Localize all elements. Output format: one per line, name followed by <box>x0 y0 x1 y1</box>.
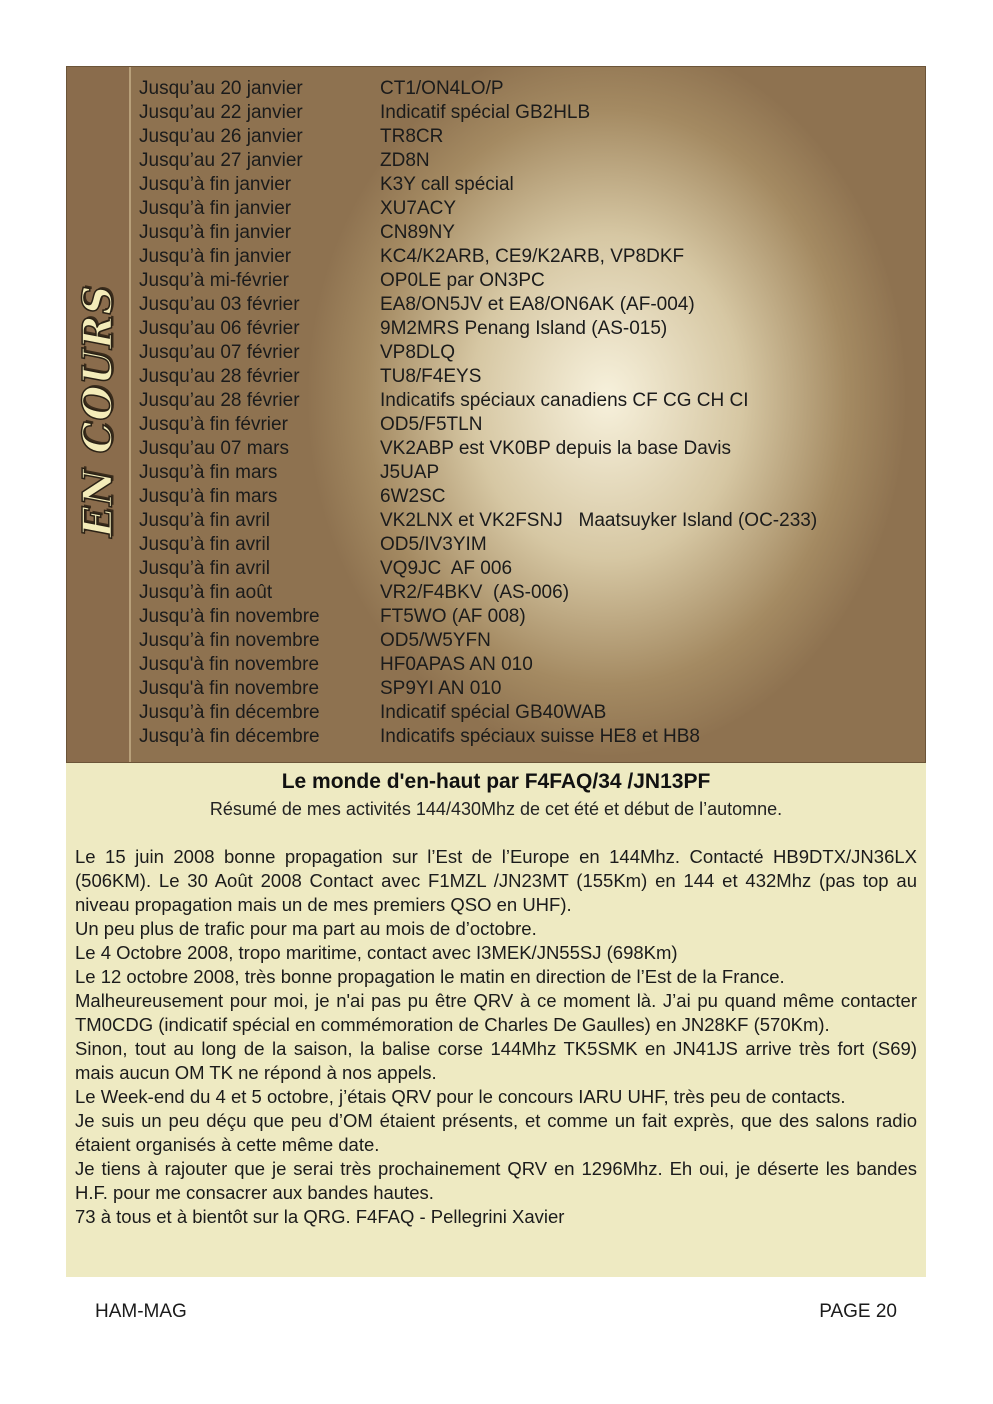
list-item <box>139 125 817 149</box>
article-paragraph: Un peu plus de trafic pour ma part au mois de d’octobre. <box>75 918 537 939</box>
entry-date: Jusqu’au 28 février <box>139 390 300 411</box>
entry-callsign: Indicatifs spéciaux canadiens CF CG CH CI <box>380 390 749 411</box>
entry-callsign: J5UAP <box>380 462 440 483</box>
list-item <box>139 557 817 581</box>
list-item <box>139 365 817 389</box>
list-item <box>139 581 817 605</box>
entry-date: Jusqu’à fin février <box>139 414 288 435</box>
entry-date: Jusqu’à fin novembre <box>139 606 320 627</box>
entry-date: Jusqu'à fin novembre <box>139 654 320 675</box>
footer-magazine-name: HAM-MAG <box>95 1301 187 1322</box>
entry-date: Jusqu’à fin avril <box>139 534 270 555</box>
entry-date: Jusqu’à fin août <box>139 582 273 603</box>
list-item <box>139 149 817 173</box>
side-title: EN COURS <box>74 284 122 538</box>
article-paragraph: Malheureusement pour moi, je n'ai pas pu être QRV à ce moment là. J’ai pu quand même contacter TM0CDG (indicatif spécial en commémoration de Charles De Gaulles) en JN28KF (570Km). <box>75 990 917 1035</box>
list-item <box>139 653 817 677</box>
entry-callsign: VQ9JC AF 006 <box>380 558 513 579</box>
entry-date: Jusqu’au 03 février <box>139 294 300 315</box>
list-item <box>139 269 817 293</box>
list-item <box>139 101 817 125</box>
entry-callsign: EA8/ON5JV et EA8/ON6AK (AF-004) <box>380 294 695 315</box>
entry-callsign: VK2LNX et VK2FSNJ Maatsuyker Island (OC-233) <box>380 510 818 531</box>
article-body <box>75 845 917 1229</box>
footer-page-number: PAGE 20 <box>819 1301 897 1322</box>
list-item <box>139 317 817 341</box>
article-panel <box>66 763 926 1277</box>
entry-callsign: TR8CR <box>380 126 444 147</box>
entry-date: Jusqu’à mi-février <box>139 270 289 291</box>
entry-date: Jusqu’au 06 février <box>139 318 300 339</box>
entry-date: Jusqu’à fin janvier <box>139 198 292 219</box>
entry-callsign: ZD8N <box>380 150 430 171</box>
entry-date: Jusqu’à fin avril <box>139 510 270 531</box>
list-item <box>139 197 817 221</box>
entry-date: Jusqu'à fin novembre <box>139 678 320 699</box>
entry-date: Jusqu’à fin décembre <box>139 702 320 723</box>
entry-callsign: TU8/F4EYS <box>380 366 482 387</box>
entry-callsign: K3Y call spécial <box>380 174 514 195</box>
entry-date: Jusqu’à fin novembre <box>139 630 320 651</box>
entry-date: Jusqu’à fin janvier <box>139 246 292 267</box>
entry-date: Jusqu’à fin janvier <box>139 174 292 195</box>
entry-callsign: OD5/W5YFN <box>380 630 491 651</box>
entry-date: Jusqu’au 26 janvier <box>139 126 303 147</box>
list-item <box>139 293 817 317</box>
list-item <box>139 245 817 269</box>
en-cours-panel <box>66 66 926 763</box>
list-item <box>139 605 817 629</box>
article-paragraph: Je suis un peu déçu que peu d’OM étaient présents, et comme un fait exprès, que des salons radio étaient organisés à cette même date. <box>75 1110 917 1155</box>
entry-callsign: XU7ACY <box>380 198 457 219</box>
entry-callsign: SP9YI AN 010 <box>380 678 502 699</box>
list-item <box>139 677 817 701</box>
list-item <box>139 77 817 101</box>
entry-date: Jusqu’au 20 janvier <box>139 78 303 99</box>
entry-date: Jusqu’à fin janvier <box>139 222 292 243</box>
article-title: Le monde d'en-haut par F4FAQ/34 /JN13PF <box>281 770 711 793</box>
entry-date: Jusqu’à fin avril <box>139 558 270 579</box>
side-band <box>67 67 131 762</box>
list-item <box>139 725 817 749</box>
list-item <box>139 437 817 461</box>
entry-date: Jusqu’au 27 janvier <box>139 150 303 171</box>
entry-callsign: Indicatif spécial GB2HLB <box>380 102 591 123</box>
entry-callsign: CT1/ON4LO/P <box>380 78 504 99</box>
entry-callsign: HF0APAS AN 010 <box>380 654 533 675</box>
article-paragraph: Le 12 octobre 2008, très bonne propagation le matin en direction de l’Est de la France. <box>75 966 785 987</box>
list-item <box>139 461 817 485</box>
list-item <box>139 221 817 245</box>
list-item <box>139 341 817 365</box>
list-item <box>139 509 817 533</box>
list-item <box>139 533 817 557</box>
article-paragraph: Sinon, tout au long de la saison, la balise corse 144Mhz TK5SMK en JN41JS arrive très fort (S69) mais aucun OM TK ne répond à nos appels. <box>75 1038 917 1083</box>
list-item <box>139 485 817 509</box>
article-paragraph: 73 à tous et à bientôt sur la QRG. F4FAQ - Pellegrini Xavier <box>75 1206 565 1227</box>
entry-callsign: CN89NY <box>380 222 455 243</box>
entry-callsign: Indicatifs spéciaux suisse HE8 et HB8 <box>380 726 700 747</box>
entry-date: Jusqu’à fin mars <box>139 486 278 507</box>
entry-callsign: VR2/F4BKV (AS-006) <box>380 582 570 603</box>
entry-callsign: VK2ABP est VK0BP depuis la base Davis <box>380 438 732 459</box>
list-item <box>139 173 817 197</box>
article-paragraph: Je tiens à rajouter que je serai très prochainement QRV en 1296Mhz. Eh oui, je déserte les bandes H.F. pour me consacrer aux bandes hautes. <box>75 1158 917 1203</box>
entry-date: Jusqu’au 28 février <box>139 366 300 387</box>
list-item <box>139 701 817 725</box>
entry-date: Jusqu’au 07 mars <box>139 438 289 459</box>
entry-callsign: 6W2SC <box>380 486 446 507</box>
entry-callsign: OD5/IV3YIM <box>380 534 487 555</box>
entry-date: Jusqu’à fin mars <box>139 462 278 483</box>
entry-date: Jusqu’à fin décembre <box>139 726 320 747</box>
article-paragraph: Le 4 Octobre 2008, tropo maritime, contact avec I3MEK/JN55SJ (698Km) <box>75 942 678 963</box>
entry-callsign: FT5WO (AF 008) <box>380 606 526 627</box>
list-item <box>139 389 817 413</box>
list-item <box>139 629 817 653</box>
schedule-list <box>139 77 817 749</box>
entry-callsign: KC4/K2ARB, CE9/K2ARB, VP8DKF <box>380 246 685 267</box>
entry-callsign: VP8DLQ <box>380 342 455 363</box>
article-subtitle: Résumé de mes activités 144/430Mhz de cet été et début de l’automne. <box>209 799 783 819</box>
entry-callsign: 9M2MRS Penang Island (AS-015) <box>380 318 668 339</box>
entry-date: Jusqu’au 22 janvier <box>139 102 303 123</box>
entry-date: Jusqu’au 07 février <box>139 342 300 363</box>
article-paragraph: Le 15 juin 2008 bonne propagation sur l’Est de l’Europe en 144Mhz. Contacté HB9DTX/JN36LX (506KM). Le 30 Août 2008 Contact avec F1MZL /JN23MT (155Km) en 144 et 432Mhz (pas top au niveau propagation mais un de mes premiers QSO en UHF). <box>75 846 917 915</box>
list-item <box>139 413 817 437</box>
entry-callsign: OP0LE par ON3PC <box>380 270 545 291</box>
entry-callsign: OD5/F5TLN <box>380 414 483 435</box>
entry-callsign: Indicatif spécial GB40WAB <box>380 702 607 723</box>
article-paragraph: Le Week-end du 4 et 5 octobre, j’étais QRV pour le concours IARU UHF, très peu de contacts. <box>75 1086 846 1107</box>
